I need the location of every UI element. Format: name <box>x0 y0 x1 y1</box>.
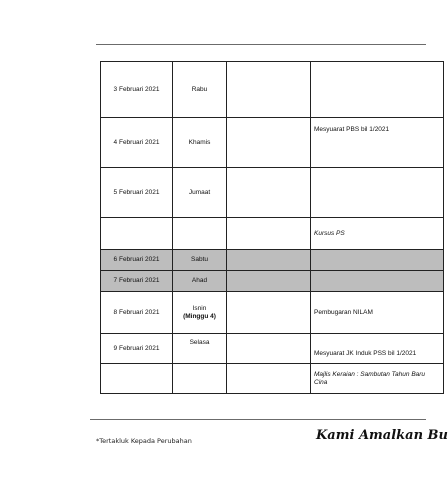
note-cell: Majlis Keraian : Sambutan Tahun Baru Cina <box>311 364 444 394</box>
note-cell: Mesyuarat JK Induk PSS bil 1/2021 <box>311 334 444 364</box>
note-cell: Kursus PS <box>311 218 444 250</box>
day-cell <box>173 218 227 250</box>
blank-cell <box>227 364 311 394</box>
table-row <box>101 292 444 334</box>
blank-cell <box>227 334 311 364</box>
date-cell: 5 Februari 2021 <box>101 168 173 218</box>
schedule-table <box>100 61 444 394</box>
date-cell: 6 Februari 2021 <box>101 250 173 271</box>
date-cell: 7 Februari 2021 <box>101 271 173 292</box>
table-row <box>101 334 444 364</box>
note-cell <box>311 168 444 218</box>
blank-cell <box>227 292 311 334</box>
motto-text: Kami Amalkan Bu <box>316 428 448 443</box>
day-cell: Khamis <box>173 118 227 168</box>
day-cell: Selasa <box>173 334 227 364</box>
table-row <box>101 218 444 250</box>
note-cell <box>311 250 444 271</box>
table-row <box>101 168 444 218</box>
day-cell: Ahad <box>173 271 227 292</box>
day-label: Isnin <box>192 305 207 313</box>
day-cell: Rabu <box>173 62 227 118</box>
blank-cell <box>227 168 311 218</box>
note-cell: Mesyuarat PBS bil 1/2021 <box>311 118 444 168</box>
footnote-text: *Tertakluk Kepada Perubahan <box>96 437 192 445</box>
note-cell: Pembugaran NILAM <box>311 292 444 334</box>
table-row <box>101 118 444 168</box>
table-row <box>101 364 444 394</box>
date-cell <box>101 218 173 250</box>
day-cell: Jumaat <box>173 168 227 218</box>
bottom-divider-line <box>90 419 426 420</box>
note-cell <box>311 271 444 292</box>
table-row-weekend <box>101 271 444 292</box>
table-row <box>101 62 444 118</box>
blank-cell <box>227 62 311 118</box>
blank-cell <box>227 218 311 250</box>
date-cell: 3 Februari 2021 <box>101 62 173 118</box>
table-row-weekend <box>101 250 444 271</box>
date-cell: 9 Februari 2021 <box>101 334 173 364</box>
day-cell <box>173 292 227 334</box>
date-cell: 4 Februari 2021 <box>101 118 173 168</box>
top-divider-line <box>96 44 426 45</box>
note-cell <box>311 62 444 118</box>
date-cell: 8 Februari 2021 <box>101 292 173 334</box>
date-cell <box>101 364 173 394</box>
blank-cell <box>227 118 311 168</box>
week-label: (Minggu 4) <box>183 312 216 320</box>
day-cell: Sabtu <box>173 250 227 271</box>
day-cell <box>173 364 227 394</box>
blank-cell <box>227 250 311 271</box>
blank-cell <box>227 271 311 292</box>
